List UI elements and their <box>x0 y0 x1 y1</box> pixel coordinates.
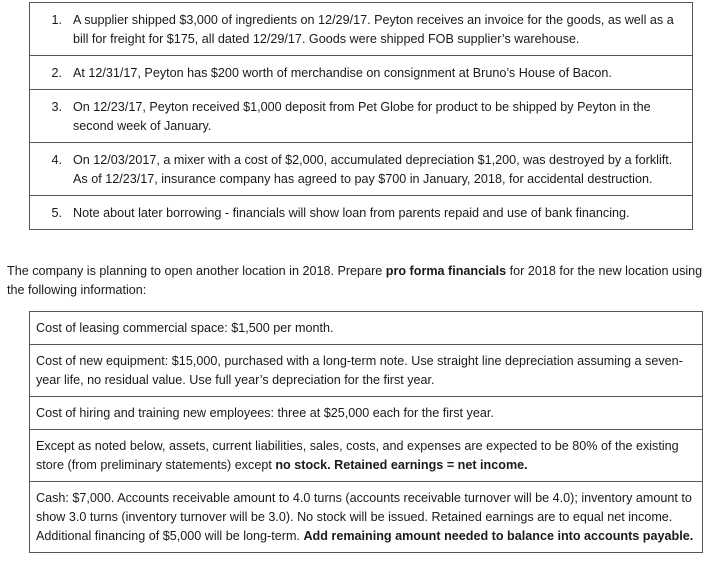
info-row-hiring <box>30 397 702 430</box>
intro-text-before: The company is planning to open another location in 2018. Prepare <box>7 264 386 278</box>
item-text: On 12/23/17, Peyton received $1,000 deposit from Pet Globe for product to be shipped by Peyton in the second week of January. <box>73 100 651 133</box>
item-number: 4. <box>51 153 62 167</box>
except-text: Except as noted below, assets, current liabilities, sales, costs, and expenses are expected to be 80% of the existing store (from preliminary statements) except <box>36 439 679 472</box>
item-number: 3. <box>51 100 62 114</box>
new-location-info-table <box>29 311 703 553</box>
adjustment-row-5 <box>30 196 692 230</box>
item-text: A supplier shipped $3,000 of ingredients on 12/29/17. Peyton receives an invoice for the goods, as well as a bill for freight for $175, all dated 12/29/17. Goods were shipped FOB supplier’s warehouse. <box>73 13 674 46</box>
adjustment-row-4 <box>30 143 692 196</box>
cash-bold-text: Add remaining amount needed to balance into accounts payable. <box>303 529 694 543</box>
info-row-except <box>30 430 702 482</box>
leasing-text: Cost of leasing commercial space: $1,500 per month. <box>36 321 334 335</box>
adjustment-row-3 <box>30 90 692 143</box>
except-bold-text: no stock. Retained earnings = net income. <box>275 458 528 472</box>
intro-paragraph <box>7 262 705 300</box>
intro-text-after: for 2018 for the new location using the following information: <box>7 264 703 297</box>
item-text: At 12/31/17, Peyton has $200 worth of merchandise on consignment at Bruno’s House of Bacon. <box>73 66 612 80</box>
item-number: 5. <box>51 206 62 220</box>
item-text: On 12/03/2017, a mixer with a cost of $2,000, accumulated depreciation $1,200, was destroyed by a forklift. As of 12/23/17, insurance company has agreed to pay $700 in January, 2018, for accidental destruction. <box>73 153 673 186</box>
item-number: 2. <box>51 66 62 80</box>
item-text: Note about later borrowing - financials will show loan from parents repaid and use of bank financing. <box>73 206 630 220</box>
hiring-text: Cost of hiring and training new employees: three at $25,000 each for the first year. <box>36 406 494 420</box>
cash-text: Cash: $7,000. Accounts receivable amount to 4.0 turns (accounts receivable turnover will be 4.0); inventory amount to show 3.0 turns (inventory turnover will be 3.0). No stock will be issued. Retained earnings are to equal net income. Additional financing of $5,000 will be long-term. <box>36 491 692 543</box>
adjustment-row-1 <box>30 3 692 56</box>
info-row-leasing <box>30 312 702 345</box>
adjustment-row-2 <box>30 56 692 90</box>
info-row-cash <box>30 482 702 553</box>
item-number: 1. <box>51 13 62 27</box>
equipment-text: Cost of new equipment: $15,000, purchased with a long-term note. Use straight line depreciation assuming a seven-year life, no residual value. Use full year’s depreciation for the first year. <box>36 354 683 387</box>
intro-bold-text: pro forma financials <box>385 264 507 278</box>
adjustments-table <box>29 2 693 230</box>
info-row-equipment <box>30 345 702 397</box>
